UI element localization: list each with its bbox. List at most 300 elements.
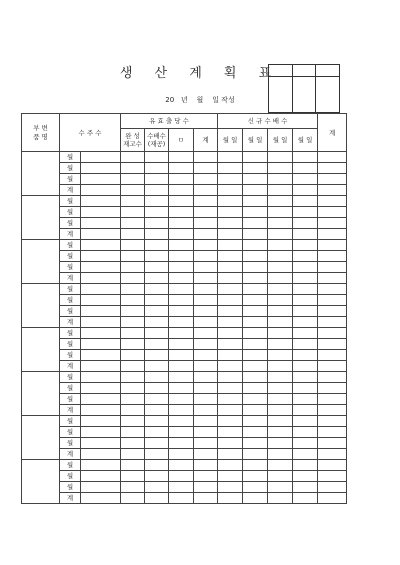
data-cell[interactable] (194, 229, 218, 240)
data-cell[interactable] (169, 251, 194, 262)
data-cell[interactable] (218, 471, 243, 482)
data-cell[interactable] (218, 427, 243, 438)
data-cell[interactable] (243, 229, 268, 240)
data-cell[interactable] (318, 339, 347, 350)
data-cell[interactable] (218, 229, 243, 240)
data-cell[interactable] (268, 350, 293, 361)
data-cell[interactable] (243, 163, 268, 174)
data-cell[interactable] (145, 438, 169, 449)
data-cell[interactable] (268, 229, 293, 240)
data-cell[interactable] (243, 218, 268, 229)
data-cell[interactable] (145, 339, 169, 350)
data-cell[interactable] (169, 185, 194, 196)
data-cell[interactable] (243, 471, 268, 482)
data-cell[interactable] (243, 251, 268, 262)
data-cell[interactable] (318, 438, 347, 449)
data-cell[interactable] (243, 383, 268, 394)
data-cell[interactable] (318, 394, 347, 405)
data-cell[interactable] (293, 471, 318, 482)
data-cell[interactable] (243, 361, 268, 372)
data-cell[interactable] (243, 284, 268, 295)
data-cell[interactable] (194, 196, 218, 207)
data-cell[interactable] (121, 207, 145, 218)
data-cell[interactable] (293, 438, 318, 449)
data-cell[interactable] (293, 416, 318, 427)
data-cell[interactable] (169, 427, 194, 438)
data-cell[interactable] (169, 460, 194, 471)
data-cell[interactable] (121, 427, 145, 438)
data-cell[interactable] (318, 273, 347, 284)
data-cell[interactable] (81, 273, 121, 284)
data-cell[interactable] (81, 185, 121, 196)
data-cell[interactable] (293, 229, 318, 240)
data-cell[interactable] (145, 383, 169, 394)
data-cell[interactable] (145, 295, 169, 306)
data-cell[interactable] (293, 196, 318, 207)
data-cell[interactable] (268, 449, 293, 460)
data-cell[interactable] (81, 416, 121, 427)
data-cell[interactable] (268, 372, 293, 383)
data-cell[interactable] (81, 493, 121, 504)
data-cell[interactable] (218, 251, 243, 262)
data-cell[interactable] (218, 361, 243, 372)
data-cell[interactable] (268, 317, 293, 328)
data-cell[interactable] (169, 152, 194, 163)
data-cell[interactable] (121, 383, 145, 394)
data-cell[interactable] (218, 174, 243, 185)
data-cell[interactable] (145, 372, 169, 383)
product-cell[interactable] (22, 284, 60, 328)
data-cell[interactable] (243, 449, 268, 460)
data-cell[interactable] (318, 218, 347, 229)
data-cell[interactable] (194, 427, 218, 438)
data-cell[interactable] (81, 460, 121, 471)
data-cell[interactable] (243, 196, 268, 207)
data-cell[interactable] (293, 218, 318, 229)
data-cell[interactable] (145, 317, 169, 328)
data-cell[interactable] (121, 372, 145, 383)
data-cell[interactable] (194, 449, 218, 460)
data-cell[interactable] (121, 306, 145, 317)
data-cell[interactable] (268, 471, 293, 482)
data-cell[interactable] (121, 449, 145, 460)
data-cell[interactable] (293, 361, 318, 372)
data-cell[interactable] (194, 328, 218, 339)
product-cell[interactable] (22, 460, 60, 504)
data-cell[interactable] (243, 207, 268, 218)
data-cell[interactable] (169, 350, 194, 361)
data-cell[interactable] (293, 306, 318, 317)
data-cell[interactable] (81, 361, 121, 372)
data-cell[interactable] (293, 482, 318, 493)
data-cell[interactable] (268, 273, 293, 284)
data-cell[interactable] (145, 207, 169, 218)
data-cell[interactable] (318, 163, 347, 174)
data-cell[interactable] (293, 493, 318, 504)
data-cell[interactable] (268, 240, 293, 251)
data-cell[interactable] (121, 163, 145, 174)
data-cell[interactable] (243, 427, 268, 438)
data-cell[interactable] (81, 339, 121, 350)
data-cell[interactable] (318, 284, 347, 295)
data-cell[interactable] (268, 218, 293, 229)
data-cell[interactable] (121, 284, 145, 295)
data-cell[interactable] (218, 416, 243, 427)
data-cell[interactable] (194, 317, 218, 328)
data-cell[interactable] (169, 372, 194, 383)
data-cell[interactable] (169, 218, 194, 229)
data-cell[interactable] (169, 361, 194, 372)
data-cell[interactable] (293, 449, 318, 460)
data-cell[interactable] (268, 427, 293, 438)
data-cell[interactable] (268, 405, 293, 416)
data-cell[interactable] (293, 251, 318, 262)
data-cell[interactable] (121, 152, 145, 163)
data-cell[interactable] (169, 482, 194, 493)
data-cell[interactable] (293, 174, 318, 185)
data-cell[interactable] (169, 273, 194, 284)
data-cell[interactable] (81, 350, 121, 361)
data-cell[interactable] (81, 405, 121, 416)
data-cell[interactable] (318, 350, 347, 361)
data-cell[interactable] (218, 383, 243, 394)
data-cell[interactable] (81, 328, 121, 339)
data-cell[interactable] (81, 284, 121, 295)
data-cell[interactable] (194, 383, 218, 394)
data-cell[interactable] (194, 394, 218, 405)
data-cell[interactable] (121, 339, 145, 350)
data-cell[interactable] (218, 372, 243, 383)
data-cell[interactable] (194, 372, 218, 383)
data-cell[interactable] (318, 174, 347, 185)
data-cell[interactable] (194, 185, 218, 196)
data-cell[interactable] (121, 405, 145, 416)
data-cell[interactable] (268, 251, 293, 262)
data-cell[interactable] (145, 493, 169, 504)
data-cell[interactable] (293, 350, 318, 361)
data-cell[interactable] (169, 449, 194, 460)
data-cell[interactable] (218, 218, 243, 229)
data-cell[interactable] (218, 163, 243, 174)
data-cell[interactable] (169, 438, 194, 449)
data-cell[interactable] (145, 460, 169, 471)
data-cell[interactable] (194, 152, 218, 163)
data-cell[interactable] (318, 471, 347, 482)
data-cell[interactable] (81, 482, 121, 493)
data-cell[interactable] (194, 416, 218, 427)
data-cell[interactable] (169, 229, 194, 240)
data-cell[interactable] (218, 284, 243, 295)
data-cell[interactable] (268, 174, 293, 185)
data-cell[interactable] (81, 295, 121, 306)
data-cell[interactable] (145, 262, 169, 273)
data-cell[interactable] (145, 174, 169, 185)
data-cell[interactable] (218, 405, 243, 416)
data-cell[interactable] (81, 152, 121, 163)
data-cell[interactable] (194, 295, 218, 306)
data-cell[interactable] (293, 460, 318, 471)
data-cell[interactable] (194, 163, 218, 174)
data-cell[interactable] (243, 460, 268, 471)
data-cell[interactable] (218, 460, 243, 471)
data-cell[interactable] (194, 218, 218, 229)
data-cell[interactable] (293, 163, 318, 174)
data-cell[interactable] (318, 207, 347, 218)
data-cell[interactable] (169, 262, 194, 273)
data-cell[interactable] (121, 394, 145, 405)
data-cell[interactable] (145, 328, 169, 339)
data-cell[interactable] (194, 361, 218, 372)
data-cell[interactable] (218, 339, 243, 350)
data-cell[interactable] (121, 460, 145, 471)
data-cell[interactable] (293, 383, 318, 394)
data-cell[interactable] (318, 240, 347, 251)
data-cell[interactable] (293, 405, 318, 416)
data-cell[interactable] (169, 163, 194, 174)
data-cell[interactable] (218, 449, 243, 460)
data-cell[interactable] (218, 394, 243, 405)
data-cell[interactable] (81, 471, 121, 482)
data-cell[interactable] (318, 460, 347, 471)
data-cell[interactable] (121, 229, 145, 240)
data-cell[interactable] (293, 328, 318, 339)
data-cell[interactable] (268, 482, 293, 493)
data-cell[interactable] (268, 383, 293, 394)
data-cell[interactable] (121, 350, 145, 361)
data-cell[interactable] (268, 185, 293, 196)
data-cell[interactable] (293, 317, 318, 328)
data-cell[interactable] (81, 383, 121, 394)
data-cell[interactable] (121, 361, 145, 372)
data-cell[interactable] (243, 240, 268, 251)
data-cell[interactable] (81, 240, 121, 251)
data-cell[interactable] (268, 306, 293, 317)
data-cell[interactable] (218, 240, 243, 251)
data-cell[interactable] (145, 229, 169, 240)
data-cell[interactable] (194, 174, 218, 185)
data-cell[interactable] (293, 427, 318, 438)
data-cell[interactable] (243, 328, 268, 339)
data-cell[interactable] (243, 350, 268, 361)
data-cell[interactable] (268, 328, 293, 339)
data-cell[interactable] (243, 262, 268, 273)
data-cell[interactable] (243, 185, 268, 196)
data-cell[interactable] (169, 416, 194, 427)
data-cell[interactable] (169, 196, 194, 207)
data-cell[interactable] (81, 306, 121, 317)
data-cell[interactable] (194, 493, 218, 504)
data-cell[interactable] (318, 383, 347, 394)
data-cell[interactable] (218, 350, 243, 361)
data-cell[interactable] (145, 482, 169, 493)
data-cell[interactable] (194, 251, 218, 262)
data-cell[interactable] (293, 240, 318, 251)
data-cell[interactable] (169, 328, 194, 339)
data-cell[interactable] (81, 251, 121, 262)
data-cell[interactable] (218, 273, 243, 284)
data-cell[interactable] (145, 394, 169, 405)
data-cell[interactable] (318, 196, 347, 207)
data-cell[interactable] (268, 284, 293, 295)
data-cell[interactable] (293, 207, 318, 218)
data-cell[interactable] (145, 185, 169, 196)
data-cell[interactable] (145, 152, 169, 163)
product-cell[interactable] (22, 328, 60, 372)
data-cell[interactable] (268, 438, 293, 449)
data-cell[interactable] (194, 350, 218, 361)
data-cell[interactable] (218, 328, 243, 339)
data-cell[interactable] (293, 339, 318, 350)
product-cell[interactable] (22, 416, 60, 460)
data-cell[interactable] (318, 152, 347, 163)
data-cell[interactable] (318, 295, 347, 306)
data-cell[interactable] (194, 262, 218, 273)
data-cell[interactable] (169, 295, 194, 306)
data-cell[interactable] (194, 482, 218, 493)
data-cell[interactable] (121, 273, 145, 284)
data-cell[interactable] (318, 372, 347, 383)
data-cell[interactable] (121, 317, 145, 328)
product-cell[interactable] (22, 196, 60, 240)
data-cell[interactable] (194, 438, 218, 449)
data-cell[interactable] (121, 251, 145, 262)
data-cell[interactable] (293, 295, 318, 306)
data-cell[interactable] (145, 218, 169, 229)
data-cell[interactable] (218, 152, 243, 163)
data-cell[interactable] (145, 196, 169, 207)
data-cell[interactable] (194, 273, 218, 284)
product-cell[interactable] (22, 152, 60, 196)
data-cell[interactable] (243, 317, 268, 328)
data-cell[interactable] (243, 416, 268, 427)
data-cell[interactable] (121, 482, 145, 493)
data-cell[interactable] (318, 328, 347, 339)
data-cell[interactable] (293, 262, 318, 273)
data-cell[interactable] (293, 284, 318, 295)
data-cell[interactable] (243, 306, 268, 317)
data-cell[interactable] (243, 339, 268, 350)
data-cell[interactable] (145, 284, 169, 295)
data-cell[interactable] (121, 328, 145, 339)
data-cell[interactable] (169, 174, 194, 185)
data-cell[interactable] (81, 218, 121, 229)
data-cell[interactable] (318, 482, 347, 493)
data-cell[interactable] (145, 306, 169, 317)
data-cell[interactable] (121, 295, 145, 306)
data-cell[interactable] (218, 262, 243, 273)
data-cell[interactable] (293, 372, 318, 383)
data-cell[interactable] (318, 493, 347, 504)
data-cell[interactable] (318, 317, 347, 328)
data-cell[interactable] (243, 493, 268, 504)
data-cell[interactable] (268, 196, 293, 207)
data-cell[interactable] (81, 372, 121, 383)
data-cell[interactable] (268, 394, 293, 405)
data-cell[interactable] (81, 317, 121, 328)
data-cell[interactable] (268, 460, 293, 471)
data-cell[interactable] (121, 471, 145, 482)
data-cell[interactable] (145, 405, 169, 416)
data-cell[interactable] (268, 152, 293, 163)
data-cell[interactable] (81, 394, 121, 405)
data-cell[interactable] (194, 306, 218, 317)
data-cell[interactable] (194, 339, 218, 350)
data-cell[interactable] (218, 207, 243, 218)
data-cell[interactable] (194, 460, 218, 471)
data-cell[interactable] (145, 471, 169, 482)
data-cell[interactable] (218, 438, 243, 449)
data-cell[interactable] (121, 438, 145, 449)
data-cell[interactable] (318, 427, 347, 438)
data-cell[interactable] (81, 438, 121, 449)
data-cell[interactable] (121, 416, 145, 427)
data-cell[interactable] (81, 163, 121, 174)
data-cell[interactable] (81, 427, 121, 438)
data-cell[interactable] (145, 251, 169, 262)
data-cell[interactable] (169, 284, 194, 295)
data-cell[interactable] (81, 229, 121, 240)
data-cell[interactable] (293, 152, 318, 163)
data-cell[interactable] (318, 449, 347, 460)
data-cell[interactable] (243, 174, 268, 185)
data-cell[interactable] (218, 482, 243, 493)
data-cell[interactable] (268, 295, 293, 306)
data-cell[interactable] (218, 317, 243, 328)
data-cell[interactable] (194, 240, 218, 251)
data-cell[interactable] (318, 185, 347, 196)
data-cell[interactable] (318, 361, 347, 372)
data-cell[interactable] (318, 416, 347, 427)
data-cell[interactable] (218, 295, 243, 306)
data-cell[interactable] (169, 240, 194, 251)
data-cell[interactable] (243, 372, 268, 383)
data-cell[interactable] (121, 218, 145, 229)
data-cell[interactable] (194, 207, 218, 218)
data-cell[interactable] (194, 405, 218, 416)
data-cell[interactable] (121, 174, 145, 185)
data-cell[interactable] (268, 163, 293, 174)
product-cell[interactable] (22, 372, 60, 416)
data-cell[interactable] (268, 339, 293, 350)
data-cell[interactable] (268, 416, 293, 427)
product-cell[interactable] (22, 240, 60, 284)
data-cell[interactable] (169, 383, 194, 394)
data-cell[interactable] (318, 405, 347, 416)
data-cell[interactable] (121, 240, 145, 251)
data-cell[interactable] (121, 493, 145, 504)
data-cell[interactable] (268, 493, 293, 504)
data-cell[interactable] (293, 185, 318, 196)
data-cell[interactable] (169, 339, 194, 350)
data-cell[interactable] (81, 174, 121, 185)
data-cell[interactable] (121, 185, 145, 196)
data-cell[interactable] (268, 207, 293, 218)
data-cell[interactable] (318, 229, 347, 240)
data-cell[interactable] (318, 251, 347, 262)
data-cell[interactable] (145, 350, 169, 361)
data-cell[interactable] (169, 317, 194, 328)
data-cell[interactable] (293, 273, 318, 284)
data-cell[interactable] (169, 471, 194, 482)
data-cell[interactable] (145, 427, 169, 438)
data-cell[interactable] (81, 449, 121, 460)
data-cell[interactable] (243, 273, 268, 284)
data-cell[interactable] (243, 152, 268, 163)
data-cell[interactable] (81, 196, 121, 207)
data-cell[interactable] (81, 207, 121, 218)
data-cell[interactable] (218, 185, 243, 196)
data-cell[interactable] (121, 262, 145, 273)
